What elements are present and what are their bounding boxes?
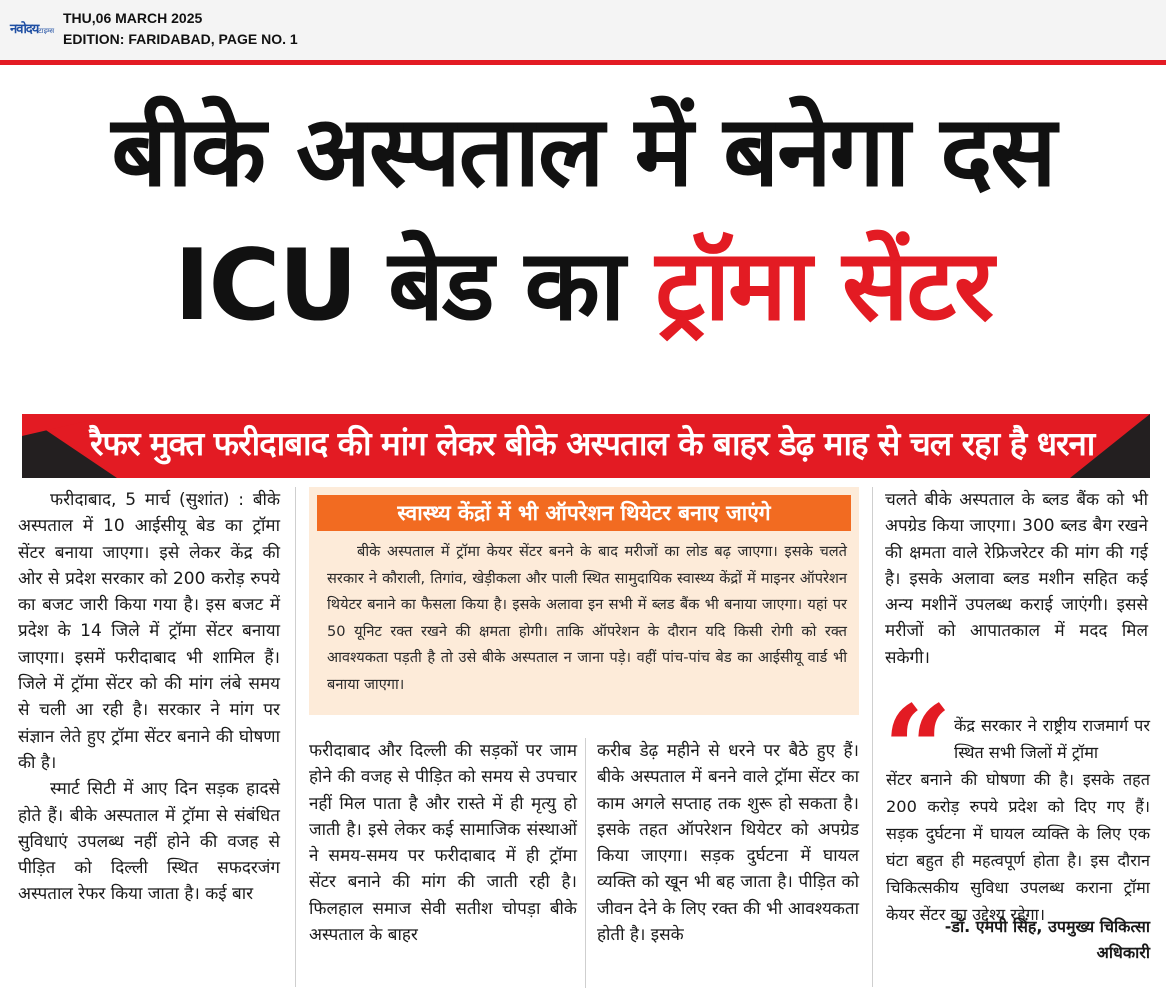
logo-subtext: टाइम्स	[38, 28, 55, 35]
quote-attribution: -डॉ. एमपी सिंह, उपमुख्य चिकित्सा अधिकारी	[944, 917, 1150, 962]
article-column-1	[18, 487, 280, 908]
headline-line-1: बीके अस्पताल में बनेगा दस	[111, 95, 1055, 209]
article-paragraph: चलते बीके अस्पताल के ब्लड बैंक को भी अपग्रेड किया जाएगा। 300 ब्लड बैग रखने की क्षमता वाले रेफ्रिजरेटर की मांग की गई है। इसके अलावा ब्लड मशीन सहित कई अन्य मशीनें उपलब्ध कराई जाएंगी। इससे मरीजों को आपातकाल में मदद मिल सकेगी।	[885, 490, 1148, 668]
article-paragraph: करीब डेढ़ महीने से धरने पर बैठे हुए हैं। बीके अस्पताल में बनने वाले ट्रॉमा सेंटर का काम अगले सप्ताह तक शुरू हो सकता है। इसके तहत ऑपरेशन थियेटर को अपग्रेड किया जाएगा। सड़क दुर्घटना में घायल व्यक्ति को खून भी बह जाता है। पीड़ित को जीवन देने के लिए रक्त की भी आवश्यकता होती है। इसके	[597, 741, 859, 946]
edition-info: EDITION: FARIDABAD, PAGE NO. 1	[63, 31, 298, 47]
column-divider	[585, 738, 586, 988]
column-divider	[872, 487, 873, 987]
article-column-4	[885, 487, 1148, 671]
header-divider	[0, 60, 1166, 65]
headline-line-2-red: ट्रॉमा सेंटर	[655, 229, 992, 343]
headline-line-2	[0, 230, 1166, 342]
edition-date: THU,06 MARCH 2025	[63, 10, 203, 26]
article-column-3	[597, 738, 859, 948]
main-headline	[0, 96, 1166, 342]
subheadline-banner	[22, 414, 1150, 478]
sidebar-box-title: स्वास्थ्य केंद्रों में भी ऑपरेशन थियेटर बनाए जाएंगे	[317, 495, 851, 531]
sidebar-box	[309, 487, 859, 715]
logo-text: नवोदय	[10, 21, 39, 36]
headline-line-2-black: ICU बेड का	[174, 229, 656, 343]
subheadline-text: रैफर मुक्त फरीदाबाद की मांग लेकर बीके अस्पताल के बाहर डेढ़ माह से चल रहा है धरना	[90, 424, 1095, 463]
sidebar-box-paragraph: बीके अस्पताल में ट्रॉमा केयर सेंटर बनने के बाद मरीजों का लोड बढ़ जाएगा। इसके चलते सरकार ने कौराली, तिगांव, खेड़ीकला और पाली स्थित सामुदायिक स्वास्थ्य केंद्रों में माइनर ऑपरेशन थियेटर बनाने का फैसला किया है। इसके अलावा इन सभी में ब्लड बैंक भी बनाया जाएगा। यहां पर 50 यूनिट रक्त रखने की क्षमता होगी। ताकि ऑपरेशन के दौरान यदि किसी रोगी को रक्त आवश्यकता पड़ती है तो उसे बीके अस्पताल न जाना पड़े। वहीं पांच-पांच बेड का आईसीयू वार्ड भी बनाया जाएगा।	[327, 543, 847, 693]
article-paragraph: फरीदाबाद, 5 मार्च (सुशांत) : बीके अस्पताल में 10 आईसीयू बेड का ट्रॉमा सेंटर बनाया जाएगा। इसे लेकर केंद्र की ओर से प्रदेश सरकार को 200 करोड़ रुपये का बजट जारी किया गया है। इस बजट में प्रदेश के 14 जिले में ट्रॉमा सेंटर बनाया जाएगा। इसमें फरीदाबाद भी शामिल हैं। जिले में ट्रॉमा सेंटर को की मांग लंबे समय से चली आ रही है। सरकार ने मांग पर संज्ञान लेते हुए ट्रॉमा सेंटर बनाने की घोषणा की है।	[18, 490, 280, 773]
article-paragraph: फरीदाबाद और दिल्ली की सड़कों पर जाम होने की वजह से पीड़ित को समय से उपचार नहीं मिल पाता है और रास्ते में ही मृत्यु हो जाती है। इसे लेकर कई सामाजिक संस्थाओं ने समय-समय पर फरीदाबाद में ही ट्रॉमा सेंटर बनाने की मांग की जाती रही है। फिलहाल समाज सेवी सतीश चोपड़ा बीके अस्पताल के बाहर	[309, 741, 577, 946]
quote-icon: “	[883, 679, 953, 820]
article-column-2	[309, 738, 577, 948]
article-paragraph: स्मार्ट सिटी में आए दिन सड़क हादसे होते हैं। बीके अस्पताल में ट्रॉमा से संबंधित सुविधाएं उपलब्ध नहीं होने की वजह से पीड़ित को दिल्ली स्थित सफदरजंग अस्पताल रेफर किया जाता है। कई बार	[18, 779, 280, 905]
column-divider	[295, 487, 296, 987]
pull-quote	[886, 712, 1150, 928]
pull-quote-first-line: केंद्र सरकार ने राष्ट्रीय राजमार्ग पर स्थित सभी जिलों में ट्रॉमा	[954, 716, 1150, 762]
newspaper-logo	[10, 18, 55, 40]
sidebar-box-body	[327, 539, 847, 698]
pull-quote-text: सेंटर बनाने की घोषणा की है। इसके तहत 200 करोड़ रुपये प्रदेश को दिए गए हैं। सड़क दुर्घटना में घायल व्यक्ति के लिए एक घंटा बहुत ही महत्वपूर्ण होता है। इस दौरान चिकित्सकीय सुविधा उपलब्ध कराना ट्रॉमा केयर सेंटर का उद्देश्य रहेगा।	[886, 770, 1150, 924]
edition-header	[0, 0, 1166, 60]
